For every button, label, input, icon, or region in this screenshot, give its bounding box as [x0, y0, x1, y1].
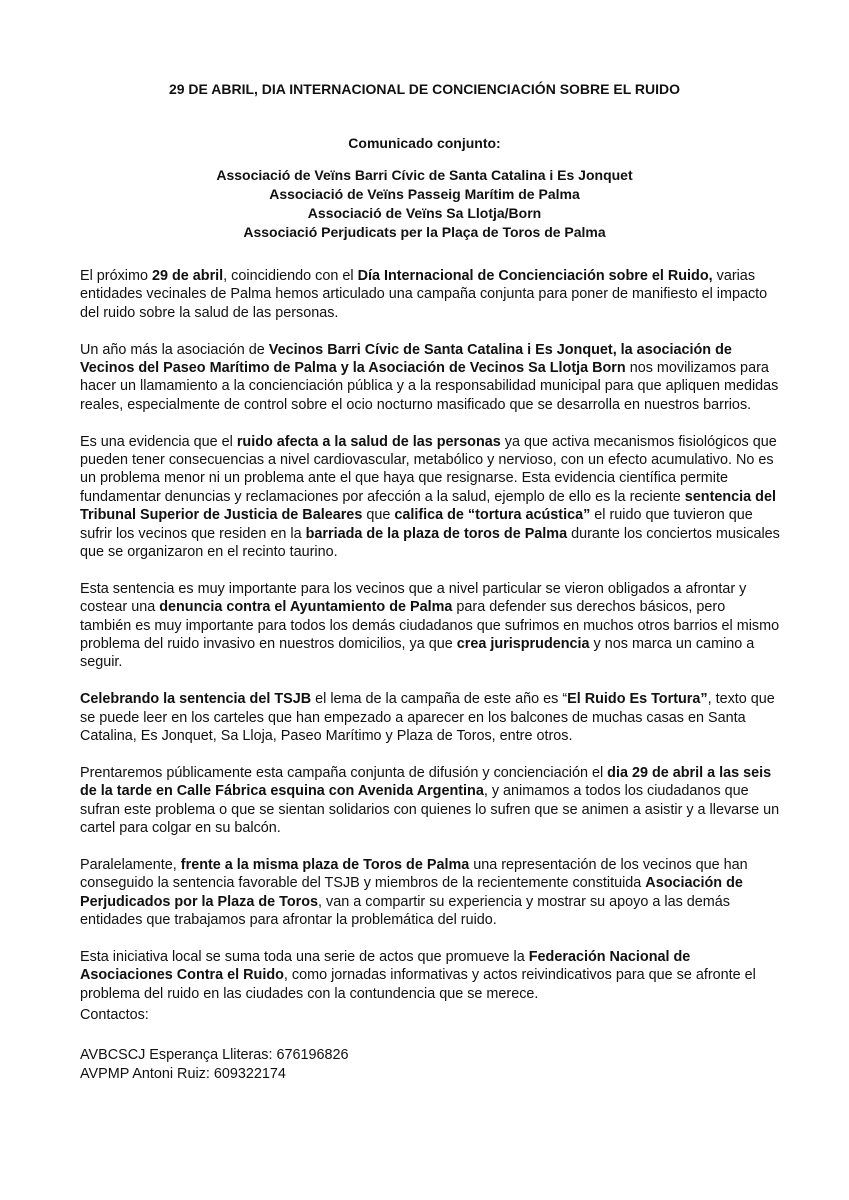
text-run: Esta sentencia es muy importante para los vecinos que a nivel particular se vieron obligados a afrontar y costear una: [80, 580, 747, 616]
bold-text-run: sentencia del Tribunal Superior de Justicia de Baleares: [80, 488, 776, 524]
text-run: El próximo: [80, 268, 152, 284]
text-run: Es una evidencia que el: [80, 433, 237, 450]
body-paragraph: [80, 580, 780, 672]
text-run: , texto que se puede leer en los carteles que han empezado a aparecer en los balcones de muchas casas en Santa Catalina, Es Jonquet, Sa Lloja, Paseo Marítimo y Plaza de Toros, entre otros.: [80, 691, 775, 745]
text-run: Un año más la asociación de: [80, 341, 269, 358]
document-title: 29 DE ABRIL, DIA INTERNACIONAL DE CONCIENCIACIÓN SOBRE EL RUIDO: [168, 81, 681, 97]
bold-text-run: Vecinos Barri Cívic de Santa Catalina i Es Jonquet, la asociación de Vecinos del Paseo Marítimo de Palma y la Asociación de Vecinos Sa Llotja Born: [80, 341, 732, 377]
organization-item: Associació de Veïns Sa Llotja/Born: [307, 205, 542, 221]
contacts-label: Contactos:: [80, 1007, 149, 1023]
bold-text-run: Día Internacional de Concienciación sobre el Ruido,: [357, 268, 713, 284]
body-paragraph: [80, 341, 780, 415]
text-run: , y animamos a todos los ciudadanos que sufran este problema o que se sientan solidarios con quienes lo sufren que se animen a asistir y a llevarse un cartel para colgar en su balcón.: [80, 783, 780, 837]
text-run: una representación de los vecinos que han conseguido la sentencia favorable del TSJB y miembros de la recientemente constituida: [80, 856, 748, 892]
text-run: , van a compartir su experiencia y mostrar su apoyo a las demás entidades que trabajamos para afrontar la problemática del ruido.: [80, 893, 730, 929]
text-run: que: [362, 507, 395, 524]
bold-text-run: El Ruido Es Tortura”: [567, 691, 708, 708]
text-run: ya que activa mecanismos fisiológicos que pueden tener consecuencias a nivel cardiovascular, metabólico y nervioso, con un efecto acumulativo. No es un problema menor ni un problema ante el que haya que resignarse. Esta evidencia científica permite fundamentar denuncias y reclamaciones por afección a la salud, ejemplo de ello es la reciente: [80, 433, 777, 505]
text-run: Esta iniciativa local se suma toda una serie de actos que promueve la: [80, 948, 529, 965]
bold-text-run: Celebrando la sentencia del TSJB: [80, 691, 312, 708]
bold-text-run: crea jurisprudencia: [456, 636, 590, 653]
document-subtitle: Comunicado conjunto:: [348, 135, 501, 151]
bold-text-run: califica de “tortura acústica”: [394, 507, 591, 524]
contacts-section: [80, 1006, 780, 1083]
contact-line: AVBCSCJ Esperança Lliteras: 676196826: [80, 1047, 349, 1064]
organization-item: Associació de Veïns Barri Cívic de Santa Catalina i Es Jonquet: [216, 167, 633, 183]
bold-text-run: frente a la misma plaza de Toros de Palma: [180, 856, 470, 873]
organization-item: Associació Perjudicats per la Plaça de Toros de Palma: [243, 224, 606, 240]
bold-text-run: dia 29 de abril a las seis de la tarde en Calle Fábrica esquina con Avenida Argentina: [80, 764, 772, 800]
body-paragraph: [80, 764, 780, 838]
text-run: durante los conciertos musicales que se organizaron en el recinto taurino.: [80, 525, 780, 561]
text-run: nos movilizamos para hacer un llamamiento a la concienciación pública y a la responsabilidad municipal para que apliquen medidas reales, especialmente de control sobre el ocio nocturno masificado que se desarrolla en nuestros barrios.: [80, 360, 779, 413]
bold-text-run: Asociación de Perjudicados por la Plaza de Toros: [80, 875, 743, 910]
organization-list: [0, 166, 849, 242]
bold-text-run: denuncia contra el Ayuntamiento de Palma: [159, 599, 453, 616]
text-run: Prentaremos públicamente esta campaña conjunta de difusión y concienciación el: [80, 764, 608, 781]
text-run: , coincidiendo con el: [223, 268, 358, 284]
text-run: , como jornadas informativas y actos reivindicativos para que se afronte el problema del ruido en las ciudades con la contundencia que se merece.: [80, 967, 756, 1002]
bold-text-run: 29 de abril: [151, 268, 224, 284]
text-run: el lema de la campaña de este año es “: [311, 691, 568, 708]
body-paragraph: [80, 948, 780, 1003]
body-paragraph: [80, 856, 780, 930]
body-paragraph: [80, 690, 780, 745]
bold-text-run: Federación Nacional de Asociaciones Contra el Ruido: [80, 948, 691, 984]
text-run: el ruido que tuvieron que sufrir los vecinos que residen en la: [80, 507, 753, 542]
bold-text-run: barriada de la plaza de toros de Palma: [305, 525, 568, 542]
text-run: varias entidades vecinales de Palma hemos articulado una campaña conjunta para poner de manifiesto el impacto del ruido sobre la salud de las personas.: [80, 268, 768, 321]
body-paragraph: [80, 433, 780, 562]
text-run: y nos marca un camino a seguir.: [80, 636, 755, 671]
text-run: para defender sus derechos básicos, pero también es muy importante para todos los demás ciudadanos que sufrimos en muchos otros barrios el mismo problema del ruido invasivo en nuestros domicilios, ya que: [80, 599, 780, 653]
text-run: Paralelamente,: [80, 856, 181, 873]
contact-line: AVPMP Antoni Ruiz: 609322174: [80, 1065, 286, 1082]
document-body: [80, 267, 780, 1022]
bold-text-run: ruido afecta a la salud de las personas: [236, 433, 501, 450]
organization-item: Associació de Veïns Passeig Marítim de Palma: [269, 186, 580, 202]
body-paragraph: [80, 267, 780, 322]
